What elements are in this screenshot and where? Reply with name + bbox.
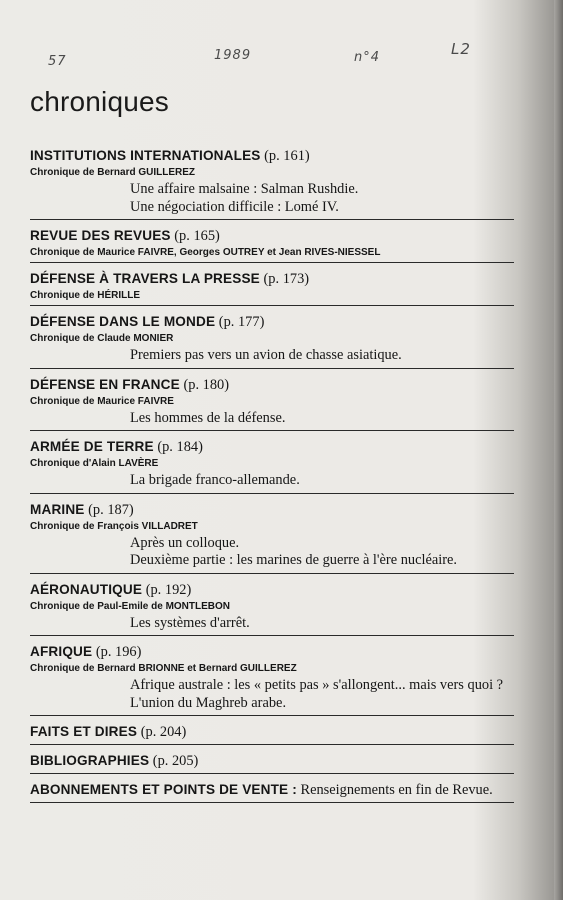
toc-entry: [30, 436, 514, 494]
page-reference: (p. 205): [152, 753, 199, 769]
page-reference: (p. 165): [174, 228, 220, 244]
chronicle-author: Chronique de François VILLADRET: [30, 520, 198, 532]
toc-entry-title-line: [30, 438, 514, 456]
toc-entry: [30, 779, 514, 803]
section-note: Renseignements en fin de Revue.: [300, 782, 493, 798]
article-list: [130, 181, 514, 216]
section-title: REVUE DES REVUES: [30, 228, 171, 243]
section-title: DÉFENSE DANS LE MONDE: [30, 314, 216, 329]
toc-entry: [30, 311, 514, 369]
toc-entry-title-line: [30, 147, 514, 165]
toc-entry: [30, 721, 514, 745]
chronicle-author: Chronique de Paul-Emile de MONTLEBON: [30, 600, 231, 612]
toc-entry-title-line: [30, 227, 514, 245]
article-list: [130, 410, 514, 428]
toc-entry: [30, 579, 514, 637]
article-title: Deuxième partie : les marines de guerre à l'ère nucléaire.: [130, 552, 458, 568]
handwritten-note-left: 57: [48, 54, 67, 69]
page-reference: (p. 192): [145, 581, 192, 598]
toc-entry-title-line: [30, 781, 514, 799]
page-reference: (p. 177): [218, 314, 265, 330]
toc-entry: [30, 268, 514, 306]
article-title: Une affaire malsaine : Salman Rushdie.: [130, 181, 359, 197]
toc-entry-title-line: [30, 723, 514, 741]
article-list: [130, 677, 514, 712]
page-reference: (p. 204): [140, 724, 187, 740]
toc-entry: [30, 499, 514, 574]
section-title: DÉFENSE EN FRANCE: [30, 376, 180, 392]
book-spine-shadow: [554, 0, 563, 900]
handwritten-note-right: L2: [451, 40, 471, 58]
article-title: Premiers pas vers un avion de chasse asiatique.: [130, 347, 402, 363]
article-title: Afrique australe : les « petits pas » s'allongent... mais vers quoi ?: [130, 677, 504, 693]
section-title: BIBLIOGRAPHIES: [30, 753, 150, 768]
article-title: Les systèmes d'arrêt.: [130, 614, 250, 631]
toc-entry-title-line: [30, 270, 514, 288]
chronicle-author: Chronique de Claude MONIER: [30, 333, 174, 344]
article-title: Les hommes de la défense.: [130, 409, 286, 426]
article-title: Une négociation difficile : Lomé IV.: [130, 198, 339, 215]
toc-entry: [30, 145, 514, 220]
page-reference: (p. 173): [263, 271, 310, 287]
toc-entry-title-line: [30, 752, 514, 770]
article-title: Après un colloque.: [130, 534, 240, 551]
section-title: FAITS ET DIRES: [30, 724, 138, 739]
toc-entry-title-line: [30, 313, 514, 331]
section-title: AFRIQUE: [30, 644, 93, 659]
page-reference: (p. 187): [88, 501, 134, 518]
article-list: [130, 347, 514, 365]
section-title: INSTITUTIONS INTERNATIONALES: [30, 148, 261, 163]
page-reference: (p. 196): [95, 644, 142, 660]
chronicle-author: Chronique de Bernard BRIONNE et Bernard GUILLEREZ: [30, 663, 297, 674]
handwritten-note-year: 1989: [214, 48, 252, 63]
page-reference: (p. 180): [183, 376, 230, 393]
toc-entry: [30, 374, 514, 432]
chronicle-author: Chronique de Bernard GUILLEREZ: [30, 167, 196, 178]
toc-entry-title-line: [30, 581, 514, 599]
chronicle-author: Chronique de HÉRILLE: [30, 290, 140, 301]
article-list: [130, 472, 514, 490]
section-title: ARMÉE DE TERRE: [30, 439, 154, 454]
page-reference: (p. 184): [157, 439, 203, 455]
section-title: MARINE: [30, 501, 85, 517]
toc-entry-title-line: [30, 643, 514, 661]
section-title: DÉFENSE À TRAVERS LA PRESSE: [30, 271, 260, 286]
handwritten-note-number: n°4: [354, 50, 381, 65]
chronicle-author: Chronique de Maurice FAIVRE: [30, 395, 174, 407]
article-title: L'union du Maghreb arabe.: [130, 694, 287, 711]
page-reference: (p. 161): [264, 148, 310, 164]
article-title: La brigade franco-allemande.: [130, 472, 300, 488]
table-of-contents: [30, 145, 514, 803]
toc-entry-title-line: [30, 376, 514, 394]
toc-entry: [30, 750, 514, 774]
chronicle-author: Chronique de Maurice FAIVRE, Georges OUTREY et Jean RIVES-NIESSEL: [30, 247, 381, 258]
page-title: chroniques: [30, 86, 169, 117]
article-list: [130, 535, 514, 570]
toc-entry-title-line: [30, 501, 514, 519]
section-title: AÉRONAUTIQUE: [30, 581, 143, 597]
toc-entry: [30, 225, 514, 263]
section-title: ABONNEMENTS ET POINTS DE VENTE :: [30, 782, 297, 797]
article-list: [130, 615, 514, 633]
chronicle-author: Chronique d'Alain LAVÈRE: [30, 458, 159, 469]
toc-entry: [30, 641, 514, 716]
